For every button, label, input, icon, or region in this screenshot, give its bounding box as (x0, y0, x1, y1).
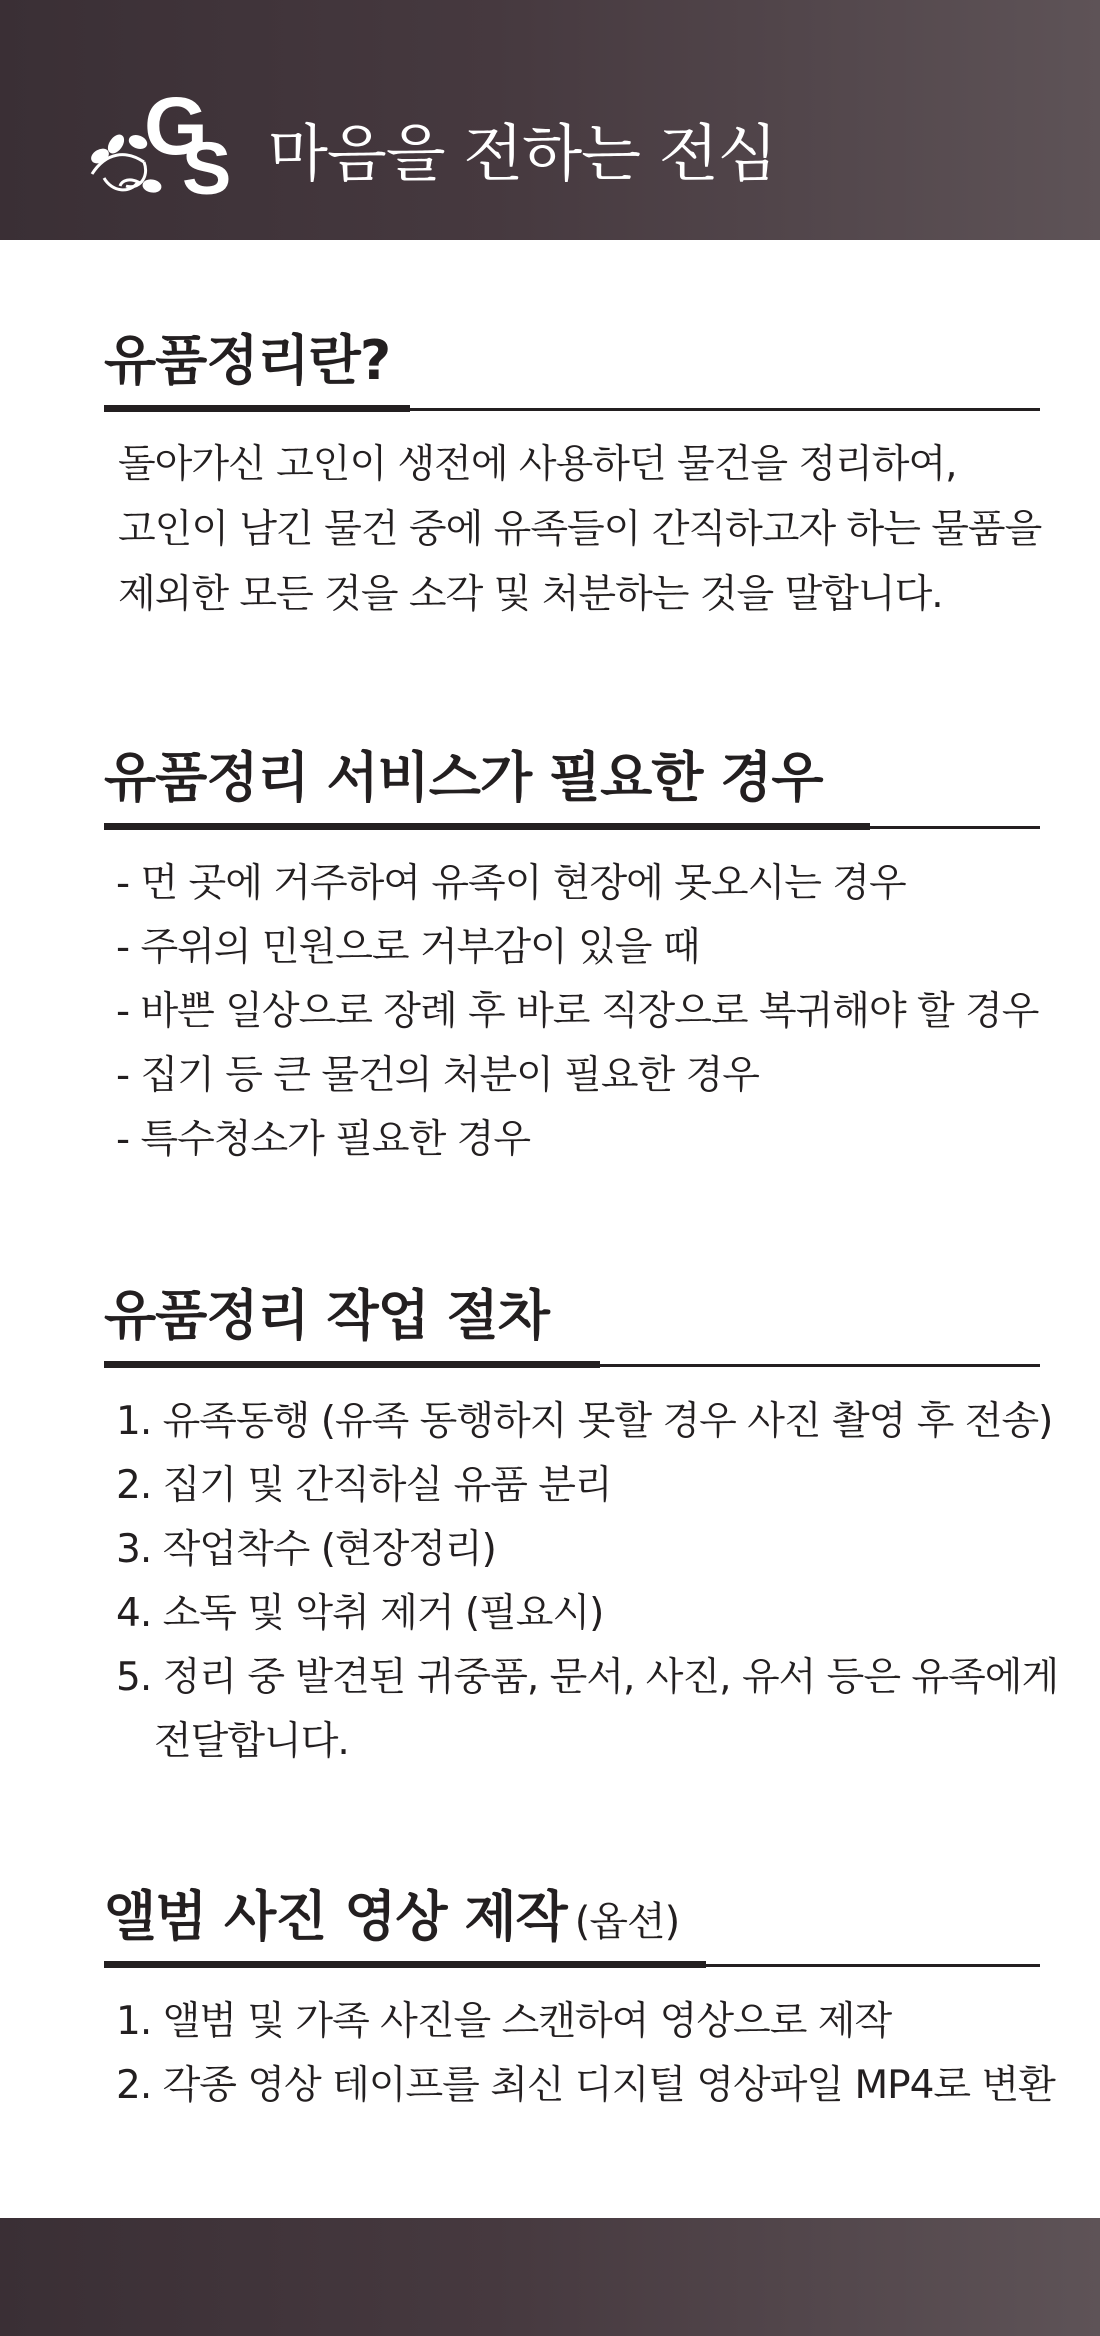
list-item: 2. 각종 영상 테이프를 최신 디지털 영상파일 MP4로 변환 (116, 2063, 1055, 2108)
section-divider (104, 1964, 1040, 1967)
list-item: - 주위의 민원으로 거부감이 있을 때 (116, 925, 700, 970)
option-label: (옵션) (574, 1899, 680, 1945)
section-title-what-is: 유품정리란? (104, 329, 391, 392)
section-title-when-needed: 유품정리 서비스가 필요한 경우 (104, 746, 823, 809)
paragraph-line: 제외한 모든 것을 소각 및 처분하는 것을 말합니다. (118, 572, 943, 617)
section-title-text: 앨범 사진 영상 제작 (104, 1885, 567, 1948)
header-banner (0, 0, 1100, 240)
list-item: 1. 앨범 및 가족 사진을 스캔하여 영상으로 제작 (116, 1999, 892, 2044)
gs-logo (86, 82, 246, 200)
list-item: - 먼 곳에 거주하여 유족이 현장에 못오시는 경우 (116, 861, 906, 906)
definition-paragraph (118, 432, 1058, 627)
logo-letter-g: G (144, 82, 208, 172)
list-item: - 집기 등 큰 물건의 처분이 필요한 경우 (116, 1053, 759, 1098)
list-item: 3. 작업착수 (현장정리) (116, 1527, 496, 1572)
logo-letter-s: S (182, 127, 232, 200)
list-item: 5. 정리 중 발견된 귀중품, 문서, 사진, 유서 등은 유족에게 전달합니다. (116, 1655, 1059, 1764)
list-item: 1. 유족동행 (유족 동행하지 못할 경우 사진 촬영 후 전송) (116, 1399, 1053, 1444)
section-divider (104, 408, 1040, 411)
album-video-list (116, 1990, 1076, 2118)
list-item: - 바쁜 일상으로 장례 후 바로 직장으로 복귀해야 할 경우 (116, 989, 1039, 1034)
list-item: 2. 집기 및 간직하실 유품 분리 (116, 1463, 612, 1508)
section-title-album-video (104, 1874, 679, 1951)
footer-banner (0, 2218, 1100, 2336)
brand-title: 마음을 전하는 전심 (268, 117, 777, 190)
list-item: 4. 소독 및 악취 제거 (필요시) (116, 1591, 604, 1636)
paragraph-line: 고인이 남긴 물건 중에 유족들이 간직하고자 하는 물품을 (118, 507, 1042, 552)
procedure-list (116, 1390, 1076, 1774)
section-divider (104, 826, 1040, 829)
needed-cases-list (116, 852, 1076, 1172)
paragraph-line: 돌아가신 고인이 생전에 사용하던 물건을 정리하여, (118, 442, 957, 487)
section-divider (104, 1364, 1040, 1367)
list-item: - 특수청소가 필요한 경우 (116, 1117, 531, 1162)
section-title-procedure: 유품정리 작업 절차 (104, 1284, 549, 1347)
